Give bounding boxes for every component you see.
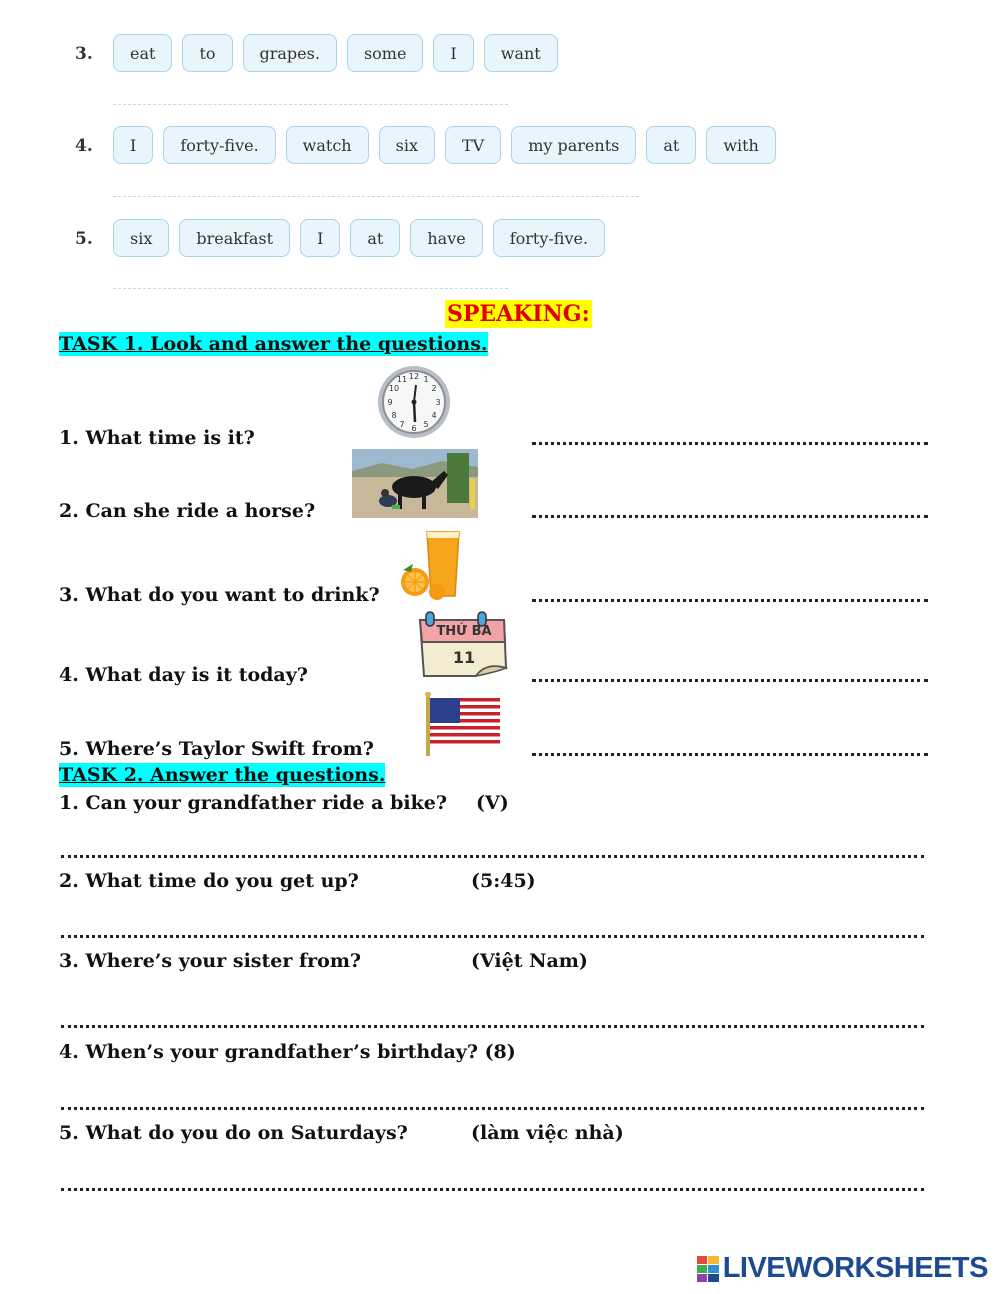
task2-question: 3. Where’s your sister from?: [59, 950, 362, 972]
calendar-icon: [416, 610, 512, 680]
answer-drop-line[interactable]: [113, 288, 508, 289]
task2-question: 1. Can your grandfather ride a bike?: [59, 792, 447, 814]
answer-drop-line[interactable]: [113, 104, 508, 105]
word-chip[interactable]: breakfast: [179, 219, 290, 257]
svg-text:1: 1: [423, 375, 429, 384]
task2-question: 5. What do you do on Saturdays?: [59, 1122, 408, 1144]
answer-input[interactable]: [532, 515, 928, 518]
task2-hint: (Việt Nam): [471, 950, 588, 972]
task2-hint: (5:45): [471, 870, 536, 892]
answer-input[interactable]: [532, 679, 928, 682]
word-chip[interactable]: at: [646, 126, 696, 164]
svg-text:2: 2: [431, 384, 437, 393]
calendar-date: 11: [452, 648, 476, 667]
svg-text:3: 3: [435, 398, 441, 407]
usa-flag-icon: [424, 692, 502, 756]
answer-drop-line[interactable]: [113, 196, 639, 197]
word-chip[interactable]: to: [182, 34, 232, 72]
word-chips: [113, 219, 605, 257]
answer-input[interactable]: [61, 1107, 924, 1110]
brand-logo-icon: [697, 1256, 719, 1282]
svg-text:6: 6: [411, 424, 417, 433]
clock-icon: [375, 364, 453, 440]
task2-hint: (V): [476, 792, 509, 814]
word-chip[interactable]: have: [410, 219, 482, 257]
task2-question: 4. When’s your grandfather’s birthday? (8): [59, 1041, 516, 1063]
svg-text:12: 12: [408, 372, 420, 381]
word-chip[interactable]: I: [433, 34, 473, 72]
task1-question: 4. What day is it today?: [59, 664, 308, 686]
word-chip[interactable]: grapes.: [243, 34, 337, 72]
svg-text:11: 11: [396, 375, 408, 384]
task2-title: TASK 2. Answer the questions.: [59, 764, 386, 786]
word-chip[interactable]: six: [113, 219, 169, 257]
word-chip[interactable]: watch: [286, 126, 369, 164]
row-number: 5.: [75, 229, 93, 249]
row-number: 4.: [75, 136, 93, 156]
task1-question: 5. Where’s Taylor Swift from?: [59, 738, 374, 760]
calendar-day: THỨ BA: [436, 624, 492, 639]
word-chips: [113, 126, 776, 164]
task1-question: 1. What time is it?: [59, 427, 255, 449]
svg-text:5: 5: [423, 420, 429, 429]
task1-question: 3. What do you want to drink?: [59, 584, 380, 606]
brand-name: LIVEWORKSHEETS: [722, 1252, 988, 1284]
svg-text:9: 9: [387, 398, 393, 407]
answer-input[interactable]: [532, 599, 928, 602]
task2-question: 2. What time do you get up?: [59, 870, 359, 892]
svg-text:10: 10: [388, 384, 400, 393]
word-chip[interactable]: want: [484, 34, 558, 72]
word-chip[interactable]: six: [379, 126, 435, 164]
word-chip[interactable]: my parents: [511, 126, 636, 164]
svg-text:4: 4: [431, 411, 437, 420]
answer-input[interactable]: [61, 1188, 924, 1191]
word-chip[interactable]: forty-five.: [163, 126, 275, 164]
liveworksheets-logo: [697, 1252, 988, 1285]
svg-text:7: 7: [399, 420, 405, 429]
answer-input[interactable]: [532, 753, 928, 756]
word-chip[interactable]: some: [347, 34, 423, 72]
word-chip[interactable]: I: [300, 219, 340, 257]
word-chip[interactable]: I: [113, 126, 153, 164]
task1-title: TASK 1. Look and answer the questions.: [59, 333, 488, 355]
task1-question: 2. Can she ride a horse?: [59, 500, 316, 522]
word-chip[interactable]: forty-five.: [493, 219, 605, 257]
row-number: 3.: [75, 44, 93, 64]
orange-juice-icon: [399, 530, 465, 600]
answer-input[interactable]: [61, 855, 924, 858]
answer-input[interactable]: [532, 442, 928, 445]
word-chip[interactable]: TV: [445, 126, 501, 164]
word-chip[interactable]: eat: [113, 34, 172, 72]
word-chip[interactable]: with: [706, 126, 776, 164]
answer-input[interactable]: [61, 1025, 924, 1028]
svg-text:8: 8: [391, 411, 397, 420]
answer-input[interactable]: [61, 935, 924, 938]
horse-photo: [352, 449, 478, 518]
speaking-heading: SPEAKING:: [447, 301, 590, 327]
word-chips: [113, 34, 558, 72]
task2-hint: (làm việc nhà): [471, 1122, 624, 1144]
word-chip[interactable]: at: [350, 219, 400, 257]
